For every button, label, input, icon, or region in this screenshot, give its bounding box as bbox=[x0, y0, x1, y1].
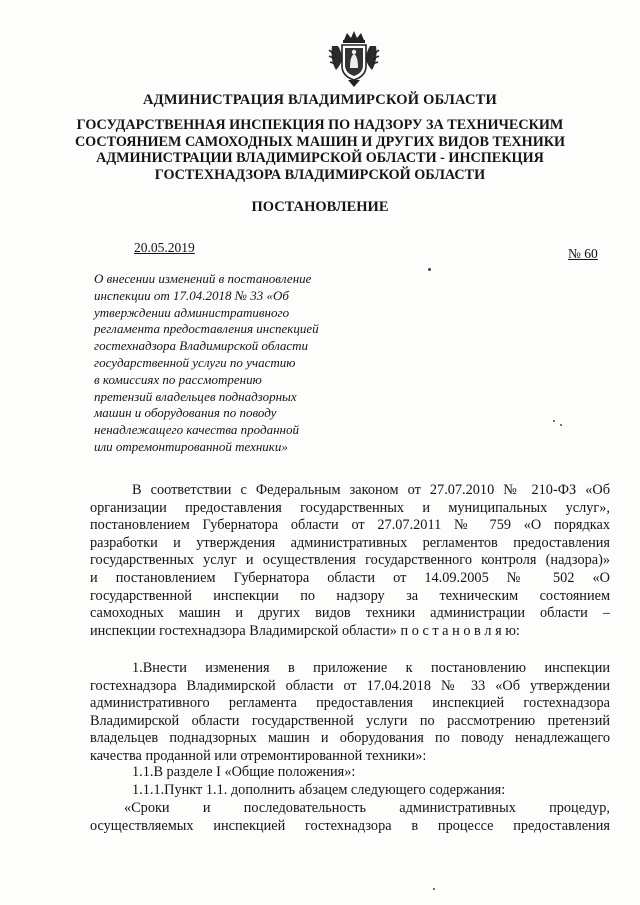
text-line: административного регламента предоставления инспекцией гостехнадзора bbox=[90, 695, 610, 712]
subject-line: ненадлежащего качества проданной bbox=[94, 422, 299, 438]
item-1-1-1-paragraph bbox=[90, 782, 610, 800]
subject-line: гостехнадзора Владимирской области bbox=[94, 338, 309, 354]
text-line: государственных услуг и осуществления государственного контроля (надзора)» bbox=[90, 552, 610, 569]
text-line: Владимирской области государственной услуги по рассмотрению претензий bbox=[90, 712, 610, 729]
scan-speck bbox=[433, 888, 435, 890]
document-number: № 60 bbox=[568, 246, 598, 261]
text-line: качества проданной или отремонтированной техники»: bbox=[90, 747, 427, 764]
organization-title: АДМИНИСТРАЦИЯ ВЛАДИМИРСКОЙ ОБЛАСТИ bbox=[143, 92, 497, 108]
inspection-title-line: ГОСТЕХНАДЗОРА ВЛАДИМИРСКОЙ ОБЛАСТИ bbox=[154, 166, 486, 183]
subject-line: утверждении административного bbox=[94, 304, 290, 320]
text-line: гостехнадзора Владимирской области от 17.04.2018 № 33 «Об утверждении bbox=[90, 677, 610, 694]
subject-line: претензий владельцев поднадзорных bbox=[94, 388, 297, 404]
coat-of-arms-icon bbox=[328, 30, 380, 88]
item-1-1-paragraph bbox=[90, 764, 610, 782]
document-type: ПОСТАНОВЛЕНИЕ bbox=[251, 199, 389, 215]
text-line: владельцев поднадзорных машин и оборудования по поводу ненадлежащего bbox=[90, 730, 610, 747]
subject-line: инспекции от 17.04.2018 № 33 «Об bbox=[94, 287, 289, 303]
subject-line: или отремонтированной техники» bbox=[94, 438, 288, 454]
text-line: осуществляемых инспекцией гостехнадзора в процессе предоставления bbox=[90, 817, 610, 834]
inspection-title-line: СОСТОЯНИЕМ САМОХОДНЫХ МАШИН И ДРУГИХ ВИДОВ ТЕХНИКИ bbox=[74, 133, 566, 150]
text-line: самоходных машин и других видов техники администрации области – bbox=[90, 605, 610, 622]
text-line: и постановлением Губернатора области от 14.09.2005 № 502 «О bbox=[90, 569, 610, 586]
preamble-paragraph bbox=[90, 482, 610, 640]
text-line: 1.1.1.Пункт 1.1. дополнить абзацем следующего содержания: bbox=[132, 782, 506, 798]
subject-line: машин и оборудования по поводу bbox=[94, 405, 277, 421]
scan-speck bbox=[553, 420, 555, 422]
text-line: разработки и утверждения административных регламентов предоставления bbox=[90, 534, 610, 551]
subject-line: О внесении изменений в постановление bbox=[94, 271, 312, 286]
inspection-title bbox=[0, 117, 640, 183]
text-line: 1.1.В разделе I «Общие положения»: bbox=[132, 764, 356, 780]
item-1-paragraph bbox=[90, 660, 610, 766]
text-line: организации предоставления государственных и муниципальных услуг», bbox=[90, 499, 610, 516]
text-line: инспекции гостехнадзора Владимирской области» п о с т а н о в л я ю: bbox=[90, 622, 520, 639]
quote-paragraph bbox=[90, 800, 610, 835]
subject-line: государственной услуги по участию bbox=[94, 354, 296, 370]
scan-speck bbox=[428, 268, 431, 271]
document-date: 20.05.2019 bbox=[134, 240, 195, 255]
text-line: государственной инспекции по надзору за техническим состоянием bbox=[90, 587, 610, 604]
subject-line: в комиссиях по рассмотрению bbox=[94, 371, 262, 387]
text-line: постановлением Губернатора области от 27.07.2011 № 759 «О порядках bbox=[90, 517, 610, 534]
inspection-title-line: ГОСУДАРСТВЕННАЯ ИНСПЕКЦИЯ ПО НАДЗОРУ ЗА ТЕХНИЧЕСКИМ bbox=[76, 117, 564, 133]
text-line: В соответствии с Федеральным законом от 27.07.2010 № 210-ФЗ «Об bbox=[132, 482, 610, 498]
document-subject bbox=[94, 271, 344, 456]
text-line: 1.Внести изменения в приложение к постановлению инспекции bbox=[132, 660, 610, 676]
text-line: «Сроки и последовательность административных процедур, bbox=[124, 800, 610, 816]
subject-line: регламента предоставления инспекцией bbox=[94, 321, 319, 337]
scan-speck bbox=[560, 424, 562, 426]
inspection-title-line: АДМИНИСТРАЦИИ ВЛАДИМИРСКОЙ ОБЛАСТИ - ИНСПЕКЦИЯ bbox=[96, 150, 544, 166]
